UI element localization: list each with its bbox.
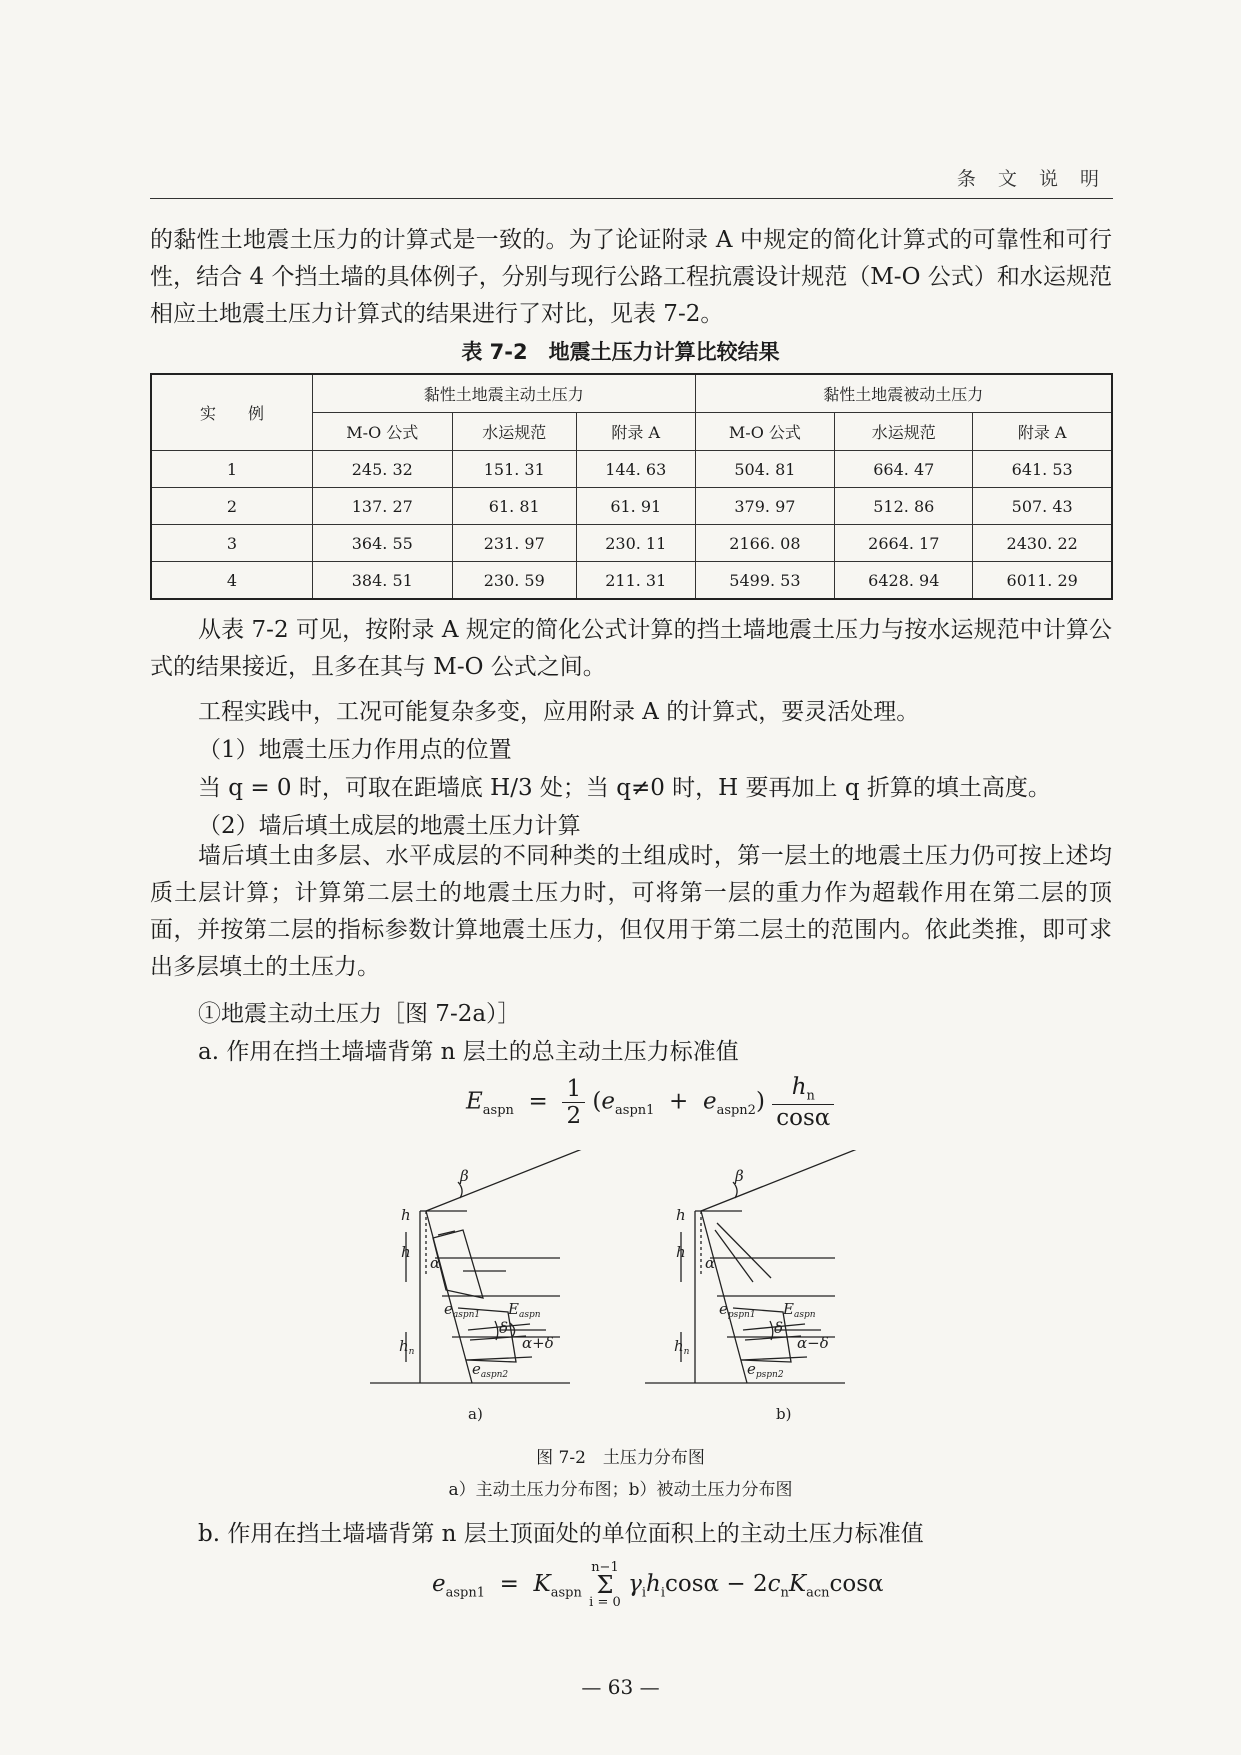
table-row <box>151 451 1112 488</box>
table-cell: 151. 31 <box>452 451 576 488</box>
label-e-aspn2: $e_{aspn2}$ <box>472 1360 509 1380</box>
sub-header: 水运规范 <box>835 413 973 451</box>
formula-symbol: c <box>767 1571 781 1597</box>
intro-paragraph: 的黏性土地震土压力的计算式是一致的。为了论证附录 A 中规定的简化计算式的可靠性和可行性，结合 4 个挡土墙的具体例子，分别与现行公路工程抗震设计规范（M-O 公式）和水运规范相应土地震土压力计算式的结果进行了对比，见表 7-2。 <box>150 227 1112 327</box>
label-hn: $h_n$ <box>399 1337 415 1357</box>
sub-header: M-O 公式 <box>695 413 835 451</box>
label-h: h <box>401 1243 411 1261</box>
label-E-aspn: $E_{aspn}$ <box>508 1300 541 1320</box>
label-delta: δ <box>499 1319 509 1337</box>
paragraph-3: 工程实践中，工况可能复杂多变，应用附录 A 的计算式，要灵活处理。 <box>198 699 920 725</box>
formula-cos: cosα <box>665 1571 720 1597</box>
label-alpha-plus-delta: α+δ <box>522 1334 554 1352</box>
formula-subscript: i <box>660 1585 665 1601</box>
backfill-slope <box>701 1150 905 1211</box>
label-alpha: α <box>430 1254 441 1272</box>
table-cell: 364. 55 <box>313 525 453 562</box>
table-cell: 5499. 53 <box>695 562 835 600</box>
table-row <box>151 562 1112 600</box>
fraction-half: $\frac{1}{2}$ <box>562 1076 585 1129</box>
table-cell: 137. 27 <box>313 488 453 525</box>
formula-symbol: γ <box>628 1571 642 1597</box>
formula-cos: cosα <box>829 1571 884 1597</box>
formula-subscript: i <box>641 1585 646 1601</box>
table-cell: 6428. 94 <box>835 562 973 600</box>
item-a: a. 作用在挡土墙墙背第 n 层土的总主动土压力标准值 <box>198 1039 739 1065</box>
formula-operator: − 2 <box>726 1571 768 1597</box>
group-header-passive: 黏性土地震被动土压力 <box>695 374 1112 413</box>
figure-earth-pressure <box>360 1150 920 1430</box>
formula-subscript: n <box>780 1585 789 1601</box>
table-cell: 230. 59 <box>452 562 576 600</box>
label-e-pspn1: $e_{pspn1}$ <box>719 1300 756 1320</box>
summation: n−1 Σ i = 0 <box>589 1560 621 1610</box>
label-h: h <box>401 1206 411 1224</box>
sub-header: 附录 A <box>973 413 1112 451</box>
item-1-text: 当 q = 0 时，可取在距墙底 H/3 处；当 q≠0 时，H 要再加上 q 折算的填土高度。 <box>198 775 1051 801</box>
formula-subscript: aspn2 <box>716 1102 756 1118</box>
formula-symbol: K <box>788 1571 807 1597</box>
formula-subscript: aspn <box>550 1585 582 1601</box>
formula-symbol: e <box>702 1088 717 1115</box>
table-cell: 2166. 08 <box>695 525 835 562</box>
table-cell: 211. 31 <box>576 562 695 600</box>
item-b: b. 作用在挡土墙墙背第 n 层土顶面处的单位面积上的主动土压力标准值 <box>198 1521 924 1547</box>
formula-symbol: e <box>432 1571 446 1597</box>
wall-back <box>701 1211 747 1383</box>
formula-2: $e_{aspn1} = K_{aspn}$ n−1 Σ i = 0 $\gamma_ih_i\cos\alpha - 2c_nK_{acn}\cos\alpha$ <box>432 1560 884 1610</box>
figure-subcaption: a）主动土压力分布图；b）被动土压力分布图 <box>448 1480 793 1500</box>
group-header-active: 黏性土地震主动土压力 <box>313 374 696 413</box>
label-delta: δ <box>774 1319 784 1337</box>
comparison-table <box>150 373 1113 600</box>
label-alpha: α <box>705 1254 716 1272</box>
page-number: — 63 — <box>581 1675 660 1699</box>
table-cell: 504. 81 <box>695 451 835 488</box>
label-hn: $h_n$ <box>674 1337 690 1357</box>
section-title: 条 文 说 明 <box>956 168 1107 190</box>
table-row <box>151 488 1112 525</box>
formula-symbol: E <box>466 1088 483 1115</box>
table-cell: 61. 81 <box>452 488 576 525</box>
label-alpha-minus-delta: α−δ <box>797 1334 829 1352</box>
table-cell: 245. 32 <box>313 451 453 488</box>
paragraph-2: 从表 7-2 可见，按附录 A 规定的简化公式计算的挡土墙地震土压力与按水运规范中计算公式的结果接近，且多在其与 M-O 公式之间。 <box>150 617 1112 680</box>
table-cell: 384. 51 <box>313 562 453 600</box>
table-cell: 641. 53 <box>973 451 1112 488</box>
table-cell: 231. 97 <box>452 525 576 562</box>
table-cell: 3 <box>151 525 313 562</box>
label-h: h <box>676 1243 686 1261</box>
panel-label-a: a) <box>468 1405 483 1423</box>
fraction-h-cos: $\frac{h_n}{\cos\alpha}$ <box>772 1074 834 1131</box>
panel-label-b: b) <box>776 1405 792 1423</box>
table-cell: 144. 63 <box>576 451 695 488</box>
paragraph-4: 墙后填土由多层、水平成层的不同种类的土组成时，第一层土的地震土压力仍可按上述均质土层计算；计算第二层土的地震土压力时，可将第一层的重力作为超载作用在第二层的顶面，并按第二层的指标参数计算地震土压力，但仅用于第二层土的范围内。依此类推，即可求出多层填土的土压力。 <box>150 843 1112 980</box>
table-cell: 4 <box>151 562 313 600</box>
sub-header: 附录 A <box>576 413 695 451</box>
table-cell: 2430. 22 <box>973 525 1112 562</box>
formula-1: $E_{aspn}$ = $\frac{1}{2}$ $(e_{aspn1} + e_{aspn2})$ $\frac{h_n}{\cos\alpha}$ <box>466 1074 834 1131</box>
formula-symbol: h <box>646 1571 661 1597</box>
sub-header: M-O 公式 <box>313 413 453 451</box>
label-e-aspn1: $e_{aspn1}$ <box>444 1300 481 1320</box>
label-E-aspn: $E_{aspn}$ <box>783 1300 816 1320</box>
table-cell: 2 <box>151 488 313 525</box>
running-header <box>150 162 1113 199</box>
label-beta: β <box>460 1167 469 1185</box>
label-h: h <box>676 1206 686 1224</box>
table-cell: 507. 43 <box>973 488 1112 525</box>
formula-subscript: aspn1 <box>445 1585 486 1601</box>
figure-caption: 图 7-2 土压力分布图 <box>536 1448 705 1468</box>
table-cell: 230. 11 <box>576 525 695 562</box>
label-e-pspn2: $e_{pspn2}$ <box>747 1360 784 1380</box>
table-cell: 512. 86 <box>835 488 973 525</box>
item-2-heading: （2）墙后填土成层的地震土压力计算 <box>198 813 581 839</box>
formula-symbol: K <box>533 1571 551 1597</box>
formula-subscript: aspn1 <box>615 1102 655 1118</box>
table-cell: 1 <box>151 451 313 488</box>
table-cell: 664. 47 <box>835 451 973 488</box>
table-cell: 6011. 29 <box>973 562 1112 600</box>
table-cell: 61. 91 <box>576 488 695 525</box>
table-title: 表 7-2 地震土压力计算比较结果 <box>461 340 780 364</box>
table-cell: 379. 97 <box>695 488 835 525</box>
item-1-heading: （1）地震土压力作用点的位置 <box>198 737 512 763</box>
table-row <box>151 525 1112 562</box>
sub-header: 水运规范 <box>452 413 576 451</box>
formula-symbol: e <box>601 1088 616 1115</box>
backfill-slope <box>426 1150 630 1211</box>
formula-subscript: acn <box>806 1585 830 1601</box>
table-corner-header: 实 例 <box>151 374 313 451</box>
table-cell: 2664. 17 <box>835 525 973 562</box>
sub-heading: ①地震主动土压力［图 7-2a）］ <box>198 1001 521 1027</box>
formula-subscript: aspn <box>482 1102 514 1118</box>
label-beta: β <box>735 1167 744 1185</box>
